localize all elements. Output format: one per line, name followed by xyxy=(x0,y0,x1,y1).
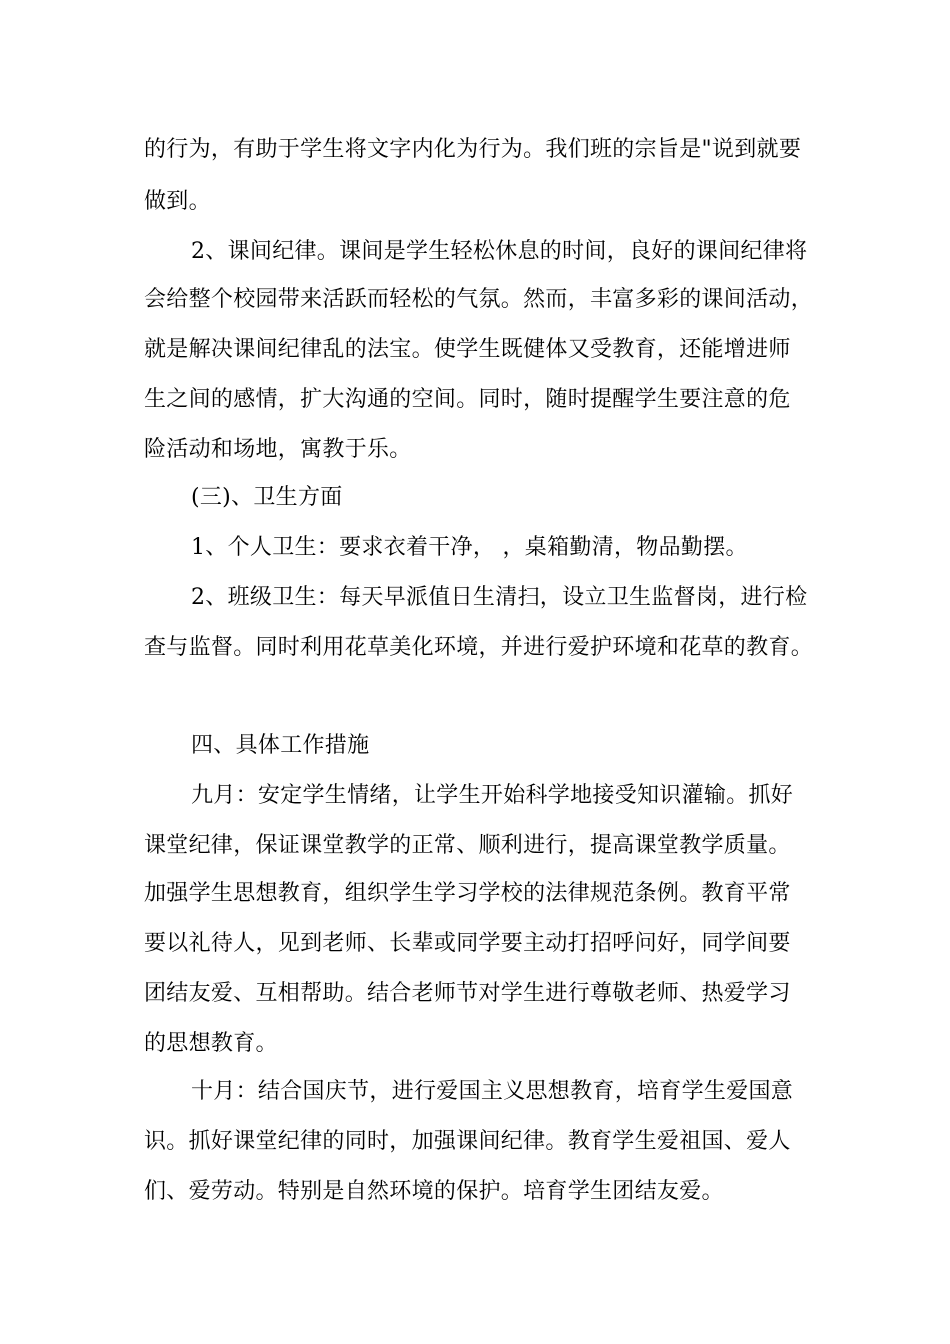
text-line: 生之间的感情，扩大沟通的空间。同时，随时提醒学生要注意的危 xyxy=(144,387,791,412)
text-line: 们、爱劳动。特别是自然环境的保护。培育学生团结友爱。 xyxy=(144,1179,724,1204)
text-line: 课堂纪律，保证课堂教学的正常、顺利进行，提高课堂教学质量。 xyxy=(144,833,791,858)
text-line: 2、班级卫生：每天早派值日生清扫，设立卫生监督岗，进行检 xyxy=(191,585,808,610)
text-line: 做到。 xyxy=(144,189,211,214)
text-line: 就是解决课间纪律乱的法宝。使学生既健体又受教育，还能增进师 xyxy=(144,337,791,362)
text-line: 的行为，有助于学生将文字内化为行为。我们班的宗旨是"说到就要 xyxy=(144,137,802,162)
text-line: 团结友爱、互相帮助。结合老师节对学生进行尊敬老师、热爱学习 xyxy=(144,981,791,1006)
section-heading: 四、具体工作措施 xyxy=(191,733,370,758)
text-line: 2、课间纪律。课间是学生轻松休息的时间，良好的课间纪律将 xyxy=(191,239,808,264)
text-line: 的思想教育。 xyxy=(144,1031,278,1056)
section-heading: (三)、卫生方面 xyxy=(191,485,343,510)
text-line: 险活动和场地，寓教于乐。 xyxy=(144,437,412,462)
text-line: 查与监督。同时利用花草美化环境，并进行爱护环境和花草的教育。 xyxy=(144,635,814,660)
text-line: 1、个人卫生：要求衣着干净， ，桌箱勤清，物品勤摆。 xyxy=(191,535,748,560)
text-line: 加强学生思想教育，组织学生学习学校的法律规范条例。教育平常 xyxy=(144,881,791,906)
text-line: 识。抓好课堂纪律的同时，加强课间纪律。教育学生爱祖国、爱人 xyxy=(144,1129,791,1154)
text-line: 十月：结合国庆节，进行爱国主义思想教育，培育学生爱国意 xyxy=(191,1079,794,1104)
text-line: 要以礼待人，见到老师、长辈或同学要主动打招呼问好，同学间要 xyxy=(144,931,791,956)
text-line: 会给整个校园带来活跃而轻松的气氛。然而，丰富多彩的课间活动， xyxy=(144,287,814,312)
text-line: 九月：安定学生情绪，让学生开始科学地接受知识灌输。抓好 xyxy=(191,783,794,808)
